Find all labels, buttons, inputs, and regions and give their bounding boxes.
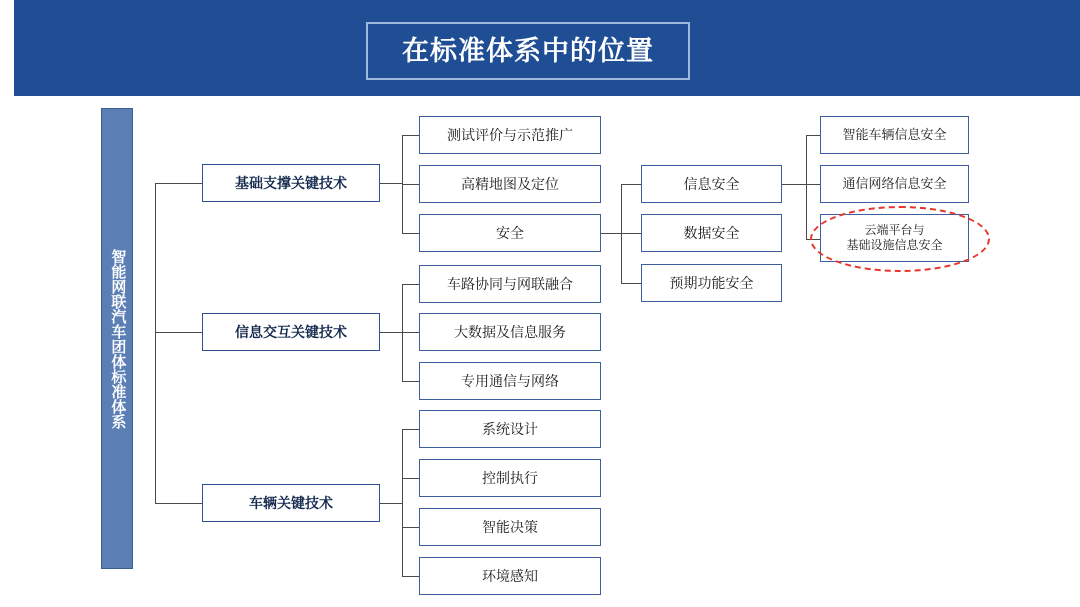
node-bigdata-info-service[interactable] bbox=[419, 313, 601, 351]
node-safety-label: 安全 bbox=[496, 224, 524, 241]
page-title-box bbox=[366, 22, 690, 80]
node-system-design-label: 系统设计 bbox=[482, 420, 538, 437]
branch-node-vehicle-tech-label: 车辆关键技术 bbox=[249, 494, 333, 511]
connector-branch3-out bbox=[380, 503, 402, 504]
connector-branch3-child3 bbox=[402, 527, 419, 528]
connector-branch3-spine bbox=[402, 429, 403, 577]
connector-safety-out bbox=[601, 233, 621, 234]
branch-node-info-interaction[interactable] bbox=[202, 313, 380, 351]
node-dedicated-comm-network[interactable] bbox=[419, 362, 601, 400]
connector-safety-child3 bbox=[621, 283, 641, 284]
node-sotif[interactable] bbox=[641, 264, 782, 302]
connector-branch3-child1 bbox=[402, 429, 419, 430]
node-environment-perception-label: 环境感知 bbox=[482, 567, 538, 584]
node-network-info-security[interactable] bbox=[820, 165, 969, 203]
branch-node-info-interaction-label: 信息交互关键技术 bbox=[235, 323, 347, 340]
connector-root-to-branch-1 bbox=[155, 183, 202, 184]
node-v2x-convergence[interactable] bbox=[419, 265, 601, 303]
node-sotif-label: 预期功能安全 bbox=[669, 274, 754, 291]
node-hd-map-positioning-label: 高精地图及定位 bbox=[461, 175, 559, 192]
node-data-security[interactable] bbox=[641, 214, 782, 252]
node-cloud-infra-security-line2: 基础设施信息安全 bbox=[846, 238, 943, 252]
root-node bbox=[101, 108, 133, 569]
header-underline bbox=[0, 96, 1080, 99]
node-information-security[interactable] bbox=[641, 165, 782, 203]
connector-branch3-child4 bbox=[402, 576, 419, 577]
node-test-evaluation[interactable] bbox=[419, 116, 601, 154]
node-network-info-security-label: 通信网络信息安全 bbox=[842, 176, 947, 192]
node-dedicated-comm-network-label: 专用通信与网络 bbox=[461, 372, 559, 389]
root-node-label: 智能网联汽车团体标准体系 bbox=[109, 248, 127, 429]
header-band bbox=[0, 0, 1080, 96]
node-bigdata-info-service-label: 大数据及信息服务 bbox=[454, 323, 566, 340]
connector-branch2-child1 bbox=[402, 284, 419, 285]
node-intelligent-decision-label: 智能决策 bbox=[482, 518, 538, 535]
connector-branch2-out bbox=[380, 332, 402, 333]
connector-branch1-child3 bbox=[402, 233, 419, 234]
node-safety[interactable] bbox=[419, 214, 601, 252]
node-control-execution-label: 控制执行 bbox=[482, 469, 538, 486]
node-cloud-infra-security-line1: 云端平台与 bbox=[864, 223, 925, 237]
node-vehicle-info-security-label: 智能车辆信息安全 bbox=[842, 127, 947, 143]
connector-root-to-branch-2 bbox=[155, 332, 202, 333]
connector-branch1-out bbox=[380, 183, 402, 184]
connector-infosec-spine bbox=[806, 135, 807, 239]
header-left-accent bbox=[0, 0, 14, 96]
node-v2x-convergence-label: 车路协同与网联融合 bbox=[447, 275, 573, 292]
node-vehicle-info-security[interactable] bbox=[820, 116, 969, 154]
connector-root-spine bbox=[155, 183, 156, 504]
connector-infosec-out bbox=[782, 184, 806, 185]
page-title: 在标准体系中的位置 bbox=[402, 35, 654, 66]
connector-infosec-child3 bbox=[806, 239, 820, 240]
node-cloud-infra-security[interactable] bbox=[820, 214, 969, 262]
node-intelligent-decision[interactable] bbox=[419, 508, 601, 546]
connector-infosec-child1 bbox=[806, 135, 820, 136]
node-information-security-label: 信息安全 bbox=[683, 175, 740, 192]
branch-node-basic-support-label: 基础支撑关键技术 bbox=[235, 174, 347, 191]
connector-root-to-branch-3 bbox=[155, 503, 202, 504]
branch-node-vehicle-tech[interactable] bbox=[202, 484, 380, 522]
connector-branch1-child2 bbox=[402, 184, 419, 185]
connector-branch3-child2 bbox=[402, 478, 419, 479]
connector-branch2-spine bbox=[402, 284, 403, 382]
node-environment-perception[interactable] bbox=[419, 557, 601, 595]
node-control-execution[interactable] bbox=[419, 459, 601, 497]
connector-branch2-child2 bbox=[402, 332, 419, 333]
connector-branch1-child1 bbox=[402, 135, 419, 136]
node-system-design[interactable] bbox=[419, 410, 601, 448]
connector-branch2-child3 bbox=[402, 381, 419, 382]
connector-infosec-child2 bbox=[806, 184, 820, 185]
branch-node-basic-support[interactable] bbox=[202, 164, 380, 202]
connector-safety-child2 bbox=[621, 233, 641, 234]
node-hd-map-positioning[interactable] bbox=[419, 165, 601, 203]
connector-safety-child1 bbox=[621, 184, 641, 185]
node-test-evaluation-label: 测试评价与示范推广 bbox=[447, 126, 573, 143]
node-data-security-label: 数据安全 bbox=[683, 224, 740, 241]
